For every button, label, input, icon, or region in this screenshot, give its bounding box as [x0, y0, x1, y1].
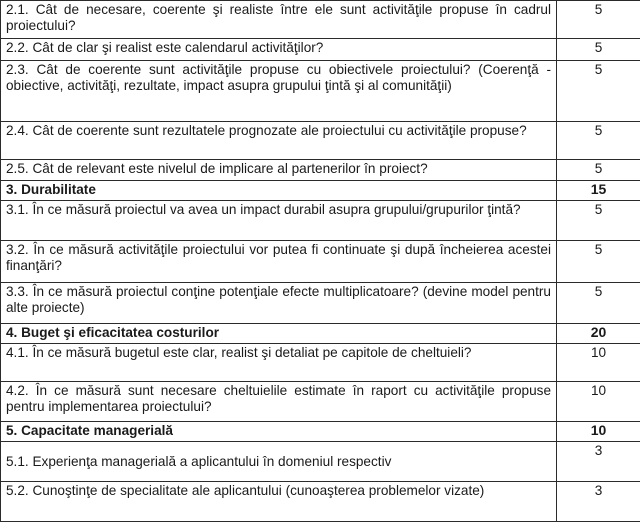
- section-row-buget: [1, 324, 640, 344]
- criterion-row-3-2: [1, 241, 640, 283]
- criterion-score: 3: [557, 442, 640, 482]
- criterion-row-3-3: [1, 283, 640, 324]
- section-title: 5. Capacitate managerială: [1, 422, 557, 442]
- criterion-score: 5: [557, 1, 640, 39]
- section-score: 10: [557, 422, 640, 442]
- criterion-row-4-1: [1, 344, 640, 382]
- criterion-row-4-2: [1, 382, 640, 422]
- criterion-row-2-1: [1, 1, 640, 39]
- criterion-score: 3: [557, 482, 640, 522]
- criterion-row-2-3: [1, 61, 640, 122]
- criterion-text: 5.1. Experienţa managerială a aplicantului în domeniul respectiv: [1, 442, 557, 482]
- criterion-text: 2.3. Cât de coerente sunt activităţile propuse cu obiectivele proiectului? (Coerenţă - obiective, activităţi, rezultate, impact asupra grupului ţintă şi al comunităţii): [1, 61, 557, 122]
- section-score: 15: [557, 181, 640, 201]
- criterion-row-3-1: [1, 201, 640, 241]
- criterion-score: 5: [557, 283, 640, 324]
- section-score: 20: [557, 324, 640, 344]
- criterion-score: 5: [557, 201, 640, 241]
- criterion-text: 2.5. Cât de relevant este nivelul de implicare al partenerilor în proiect?: [1, 160, 557, 181]
- criterion-score: 10: [557, 344, 640, 382]
- criterion-score: 10: [557, 382, 640, 422]
- section-row-capacitate: [1, 422, 640, 442]
- criterion-score: 5: [557, 160, 640, 181]
- section-title: 3. Durabilitate: [1, 181, 557, 201]
- criterion-row-2-4: [1, 122, 640, 160]
- criterion-row-2-5: [1, 160, 640, 181]
- criterion-row-5-2: [1, 482, 640, 522]
- criterion-text: 3.3. În ce măsură proiectul conţine potenţiale efecte multiplicatoare? (devine model pentru alte proiecte): [1, 283, 557, 324]
- criterion-row-2-2: [1, 39, 640, 61]
- section-title: 4. Buget şi eficacitatea costurilor: [1, 324, 557, 344]
- section-row-durabilitate: [1, 181, 640, 201]
- criterion-text: 4.2. În ce măsură sunt necesare cheltuielile estimate în raport cu activităţile propuse pentru implementarea proiectului?: [1, 382, 557, 422]
- criterion-score: 5: [557, 61, 640, 122]
- criterion-text: 3.1. În ce măsură proiectul va avea un impact durabil asupra grupului/grupurilor ţintă?: [1, 201, 557, 241]
- criterion-text: 2.4. Cât de coerente sunt rezultatele prognozate ale proiectului cu activităţile propuse?: [1, 122, 557, 160]
- criterion-score: 5: [557, 122, 640, 160]
- criterion-text: 4.1. În ce măsură bugetul este clar, realist şi detaliat pe capitole de cheltuieli?: [1, 344, 557, 382]
- criterion-row-5-1: [1, 442, 640, 482]
- criterion-text: 2.2. Cât de clar şi realist este calendarul activităţilor?: [1, 39, 557, 61]
- criterion-text: 2.1. Cât de necesare, coerente şi realiste între ele sunt activităţile propuse în cadrul proiectului?: [1, 1, 557, 39]
- criterion-text: 3.2. În ce măsură activităţile proiectului vor putea fi continuate şi după încheierea acestei finanţări?: [1, 241, 557, 283]
- criterion-score: 5: [557, 241, 640, 283]
- criterion-text: 5.2. Cunoştinţe de specialitate ale aplicantului (cunoaşterea problemelor vizate): [1, 482, 557, 522]
- criterion-score: 5: [557, 39, 640, 61]
